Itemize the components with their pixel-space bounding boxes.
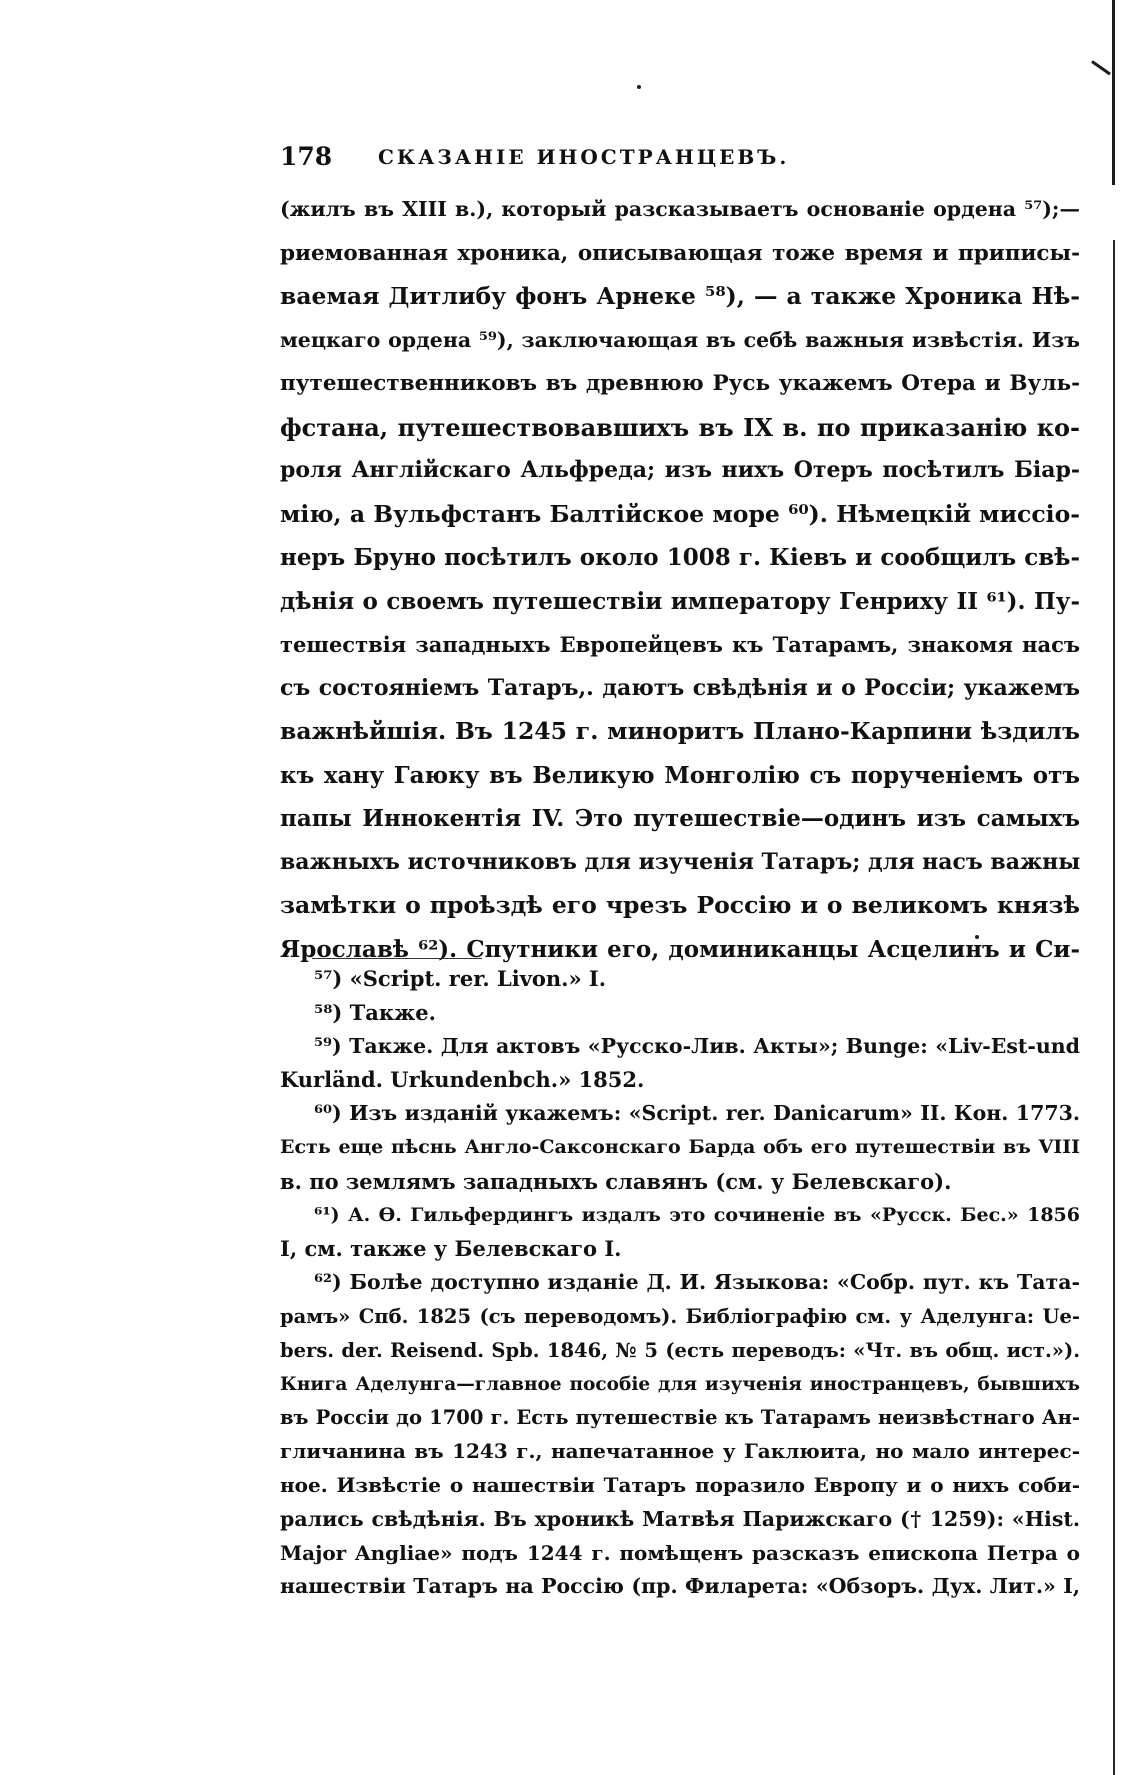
main-text (280, 188, 1080, 971)
text-line: важныхъ источниковъ для изученія Татаръ; для насъ важны (280, 848, 1081, 875)
footnote-line: Kurländ. Urkundenbch.» 1852. (280, 1067, 645, 1093)
footnote-62: ⁶²) Болѣе доступно изданіе Д. И. Языкова: «Собр. пут. къ Тата- (314, 1270, 1080, 1295)
footnotes (280, 962, 1080, 1604)
text-line: Ярославѣ ⁶²). Спутники его, доминиканцы Асцелинъ и Си- (280, 935, 1080, 963)
text-line: тешествія западныхъ Европейцевъ къ Татарамъ, знакомя насъ (280, 632, 1080, 657)
text-line: риемованная хроника, описывающая тоже время и приписы- (280, 240, 1080, 266)
text-line: путешественниковъ въ древнюю Русь укажемъ Отера и Вуль- (280, 371, 1080, 396)
footnote-line: I, см. также у Белевскаго I. (280, 1236, 622, 1262)
text-line: къ хану Гаюку въ Великую Монголію съ порученіемъ отъ (280, 761, 1080, 789)
footnote-line: гличанина въ 1243 г., напечатанное у Гаклюита, но мало интерес- (280, 1439, 1080, 1464)
footnote-line: нашествіи Татаръ на Россію (пр. Филарета: «Обзоръ. Дух. Лит.» I, (280, 1574, 1080, 1599)
footnote-divider (312, 958, 482, 959)
footnote-line: в. по землямъ западныхъ славянъ (см. у Белевскаго). (280, 1168, 952, 1194)
footnote-61: ⁶¹) А. Ө. Гильфердингъ издалъ это сочиненіе въ «Русск. Бес.» 1856 (314, 1203, 1080, 1226)
text-line: фстана, путешествовавшихъ въ IX в. по приказанію ко- (280, 412, 1080, 442)
footnote-57: ⁵⁷) «Script. rer. Livon.» I. (314, 966, 607, 991)
footnote-line: въ Россіи до 1700 г. Есть путешествіе къ Татарамъ неизвѣстнаго Ан- (280, 1406, 1080, 1430)
footnote-59: ⁵⁹) Также. Для актовъ «Русско-Лив. Акты»; Bunge: «Liv-Est-und (314, 1033, 1080, 1058)
text-line: папы Иннокентія IV. Это путешествіе—одинъ изъ самыхъ (280, 805, 1080, 832)
scan-edge-fold (1091, 60, 1111, 75)
text-line: ваемая Дитлибу фонъ Арнеке ⁵⁸), — а также Хроника Нѣ- (280, 282, 1080, 310)
text-line: неръ Бруно посѣтилъ около 1008 г. Кіевъ и сообщилъ свѣ- (280, 544, 1080, 571)
text-line: съ состояніемъ Татаръ,. даютъ свѣдѣнія и о Россіи; укажемъ (280, 674, 1080, 701)
footnote-58: ⁵⁸) Также. (314, 999, 436, 1025)
text-line: мецкаго ордена ⁵⁹), заключающая въ себѣ важныя извѣстія. Изъ (280, 327, 1080, 352)
text-line: мію, а Вульфстанъ Балтійское море ⁶⁰). Нѣмецкій миссіо- (280, 499, 1080, 528)
footnote-line: рались свѣдѣнія. Въ хроникѣ Матвѣя Парижскаго († 1259): «Hist. (280, 1506, 1080, 1531)
footnote-line: Книга Аделунга—главное пособіе для изученія иностранцевъ, бывшихъ (280, 1373, 1080, 1395)
text-line: роля Англійскаго Альфреда; изъ нихъ Отеръ посѣтилъ Біар- (280, 457, 1080, 483)
footnote-line: ное. Извѣстіе о нашествіи Татаръ поразило Европу и о нихъ соби- (280, 1472, 1080, 1497)
text-line: дѣнія о своемъ путешествіи императору Генриху II ⁶¹). Пу- (280, 587, 1080, 615)
scan-edge-lower (1113, 240, 1115, 1775)
page-number: 178 (280, 142, 333, 171)
text-line: (жилъ въ XIII в.), который разсказываетъ основаніе ордена ⁵⁷);— (280, 197, 1080, 221)
scan-edge (1112, 0, 1115, 185)
text-line: замѣтки о проѣздѣ его чрезъ Россію и о великомъ князѣ (280, 891, 1080, 919)
footnote-line: Major Angliae» подъ 1244 г. помѣщенъ разсказъ епископа Петра о (280, 1540, 1080, 1565)
footnote-60: ⁶⁰) Изъ изданій укажемъ: «Script. rer. Danicarum» II. Кон. 1773. (314, 1101, 1080, 1126)
running-title: СКАЗАНІЕ ИНОСТРАНЦЕВЪ. (378, 145, 790, 169)
page-header (280, 142, 920, 178)
scan-speck (637, 85, 641, 89)
text-line: важнѣйшія. Въ 1245 г. миноритъ Плано-Карпини ѣздилъ (280, 717, 1080, 745)
footnote-line: рамъ» Спб. 1825 (съ переводомъ). Библіографію см. у Аделунга: Ue- (280, 1304, 1080, 1328)
footnote-line: bers. der. Reisend. Spb. 1846, № 5 (есть переводъ: «Чт. въ общ. ист.»). (280, 1338, 1080, 1362)
footnote-line: Есть еще пѣснь Англо-Саксонскаго Барда объ его путешествіи въ VIII (280, 1135, 1080, 1158)
